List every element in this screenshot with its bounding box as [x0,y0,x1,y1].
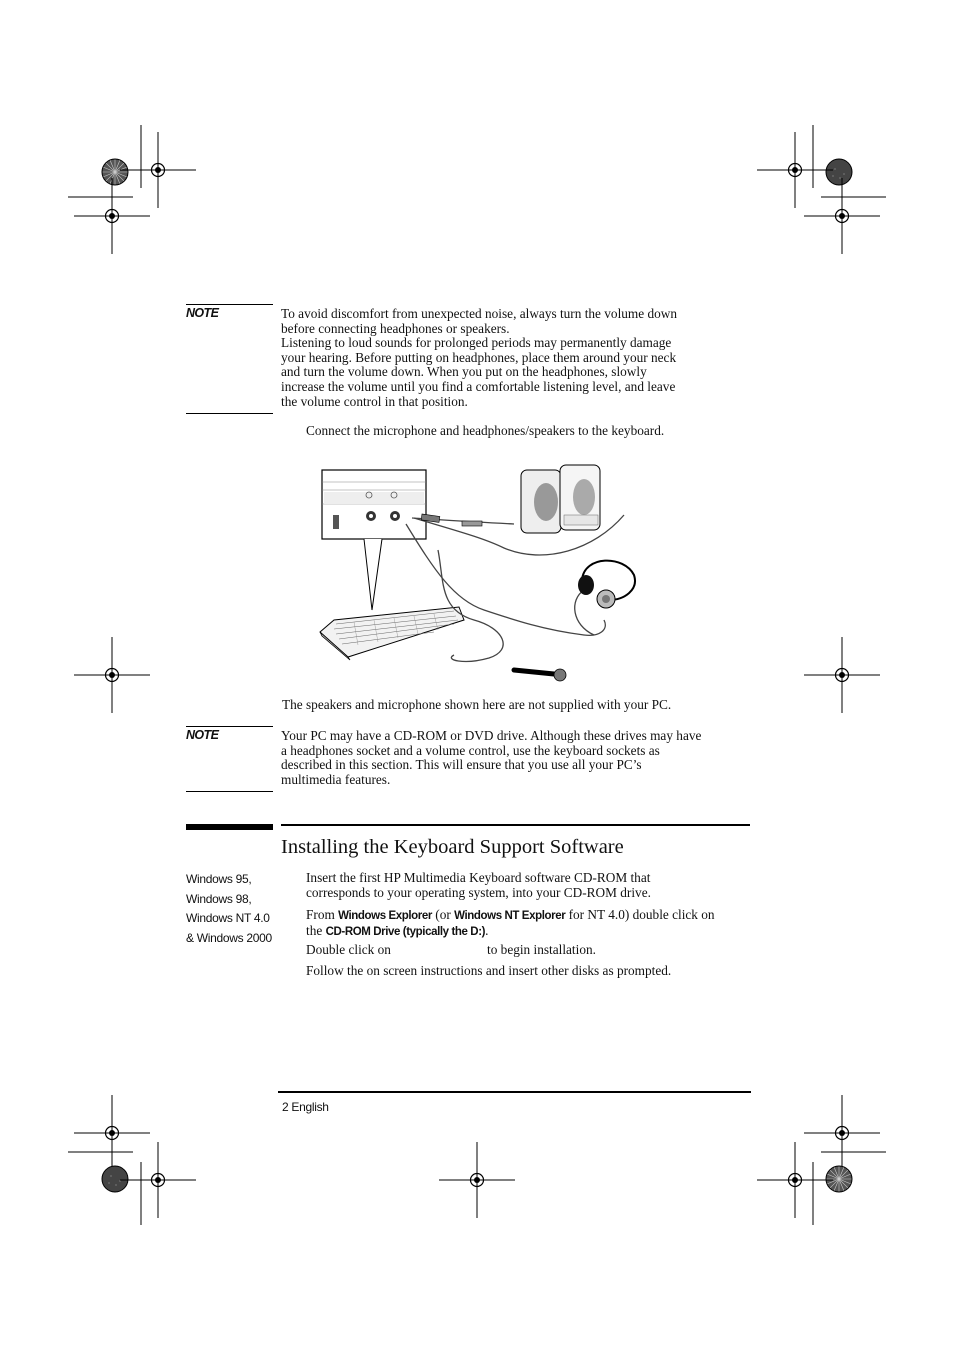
section-heading-rule [281,824,750,826]
step-2-text: for NT 4.0) double click on [565,907,715,922]
note2-line: a headphones socket and a volume control, use the keyboard sockets as [281,742,660,758]
note1-line: before connecting headphones or speakers. [281,320,510,336]
note1-line: increase the volume until you find a comfortable listening level, and leave [281,378,676,394]
note1-line: your hearing. Before putting on headphones, place them around your neck [281,349,677,365]
crosshair-mark [120,1142,196,1218]
note1-line: To avoid discomfort from unexpected noise, always turn the volume down [281,306,678,321]
note1-line: and turn the volume down. When you put on the headphones, slowly [281,364,647,380]
step-2-text: (or [431,907,455,922]
figure-caption: The speakers and microphone shown here are not supplied with your PC. [282,697,672,712]
section-thick-rule [186,824,273,830]
os-label: Windows 98, [186,891,252,906]
keyboard-drawing [320,607,464,660]
note2-text [281,729,761,787]
crosshair-mark [804,637,880,713]
step-3: Double click on [306,942,391,957]
note1-bottom-rule [186,413,273,414]
step-1-line: Insert the first HP Multimedia Keyboard software CD-ROM that [306,870,651,885]
step-2-text: From [306,907,339,922]
crosshair-mark [74,1095,150,1171]
cd-drive-term: CD-ROM Drive (typically the D:) [325,925,486,938]
os-label: & Windows 2000 [186,930,272,945]
disc-mark [102,1166,128,1192]
note1-text [281,307,761,409]
os-label: Windows 95, [186,872,252,886]
speakers-drawing [521,465,600,533]
starburst-mark [102,159,128,185]
step-4: Follow the on screen instructions and insert other disks as prompted. [306,963,672,978]
os-labels [186,870,272,948]
disc-mark [826,159,852,185]
note1-line: Listening to loud sounds for prolonged periods may permanently damage [281,335,672,351]
note2-line: described in this section. This will ensure that you use all your PC’s [281,757,642,773]
headphones-drawing [578,561,635,608]
crosshair-mark [74,178,150,254]
note2-bottom-rule [186,791,273,792]
note2-line: Your PC may have a CD-ROM or DVD drive. Although these drives may have [281,728,702,743]
microphone-drawing [514,669,566,681]
crosshair-mark [439,1142,515,1218]
section-title: Installing the Keyboard Support Software [281,836,624,858]
note1-top-rule [186,304,273,305]
windows-explorer-term: Windows Explorer [338,910,432,922]
step-1 [306,871,756,900]
nt-explorer-term: Windows NT Explorer [454,910,566,922]
note2-line: multimedia features. [281,771,391,787]
os-label: Windows NT 4.0 [186,911,270,925]
crosshair-mark [804,178,880,254]
keyboard-socket-panel [322,470,426,539]
page-footer-label: 2 English [282,1100,329,1114]
step-2 [306,908,756,939]
step-1-line: corresponds to your operating system, into your CD-ROM drive. [306,884,651,900]
step-3-continuation: to begin installation. [487,942,596,957]
footer-rule [278,1091,751,1093]
step-2-text: the [306,922,326,938]
note1-label: NOTE [186,306,219,320]
connect-instruction: Connect the microphone and headphones/speakers to the keyboard. [306,423,665,438]
step-2-text: . [485,922,489,938]
note1-line: the volume control in that position. [281,393,468,409]
crosshair-mark [804,1095,880,1171]
connection-illustration [314,460,654,682]
crosshair-mark [757,1142,833,1218]
note2-label: NOTE [186,728,219,742]
starburst-mark [826,1166,852,1192]
note2-top-rule [186,726,273,727]
crosshair-mark [74,637,150,713]
